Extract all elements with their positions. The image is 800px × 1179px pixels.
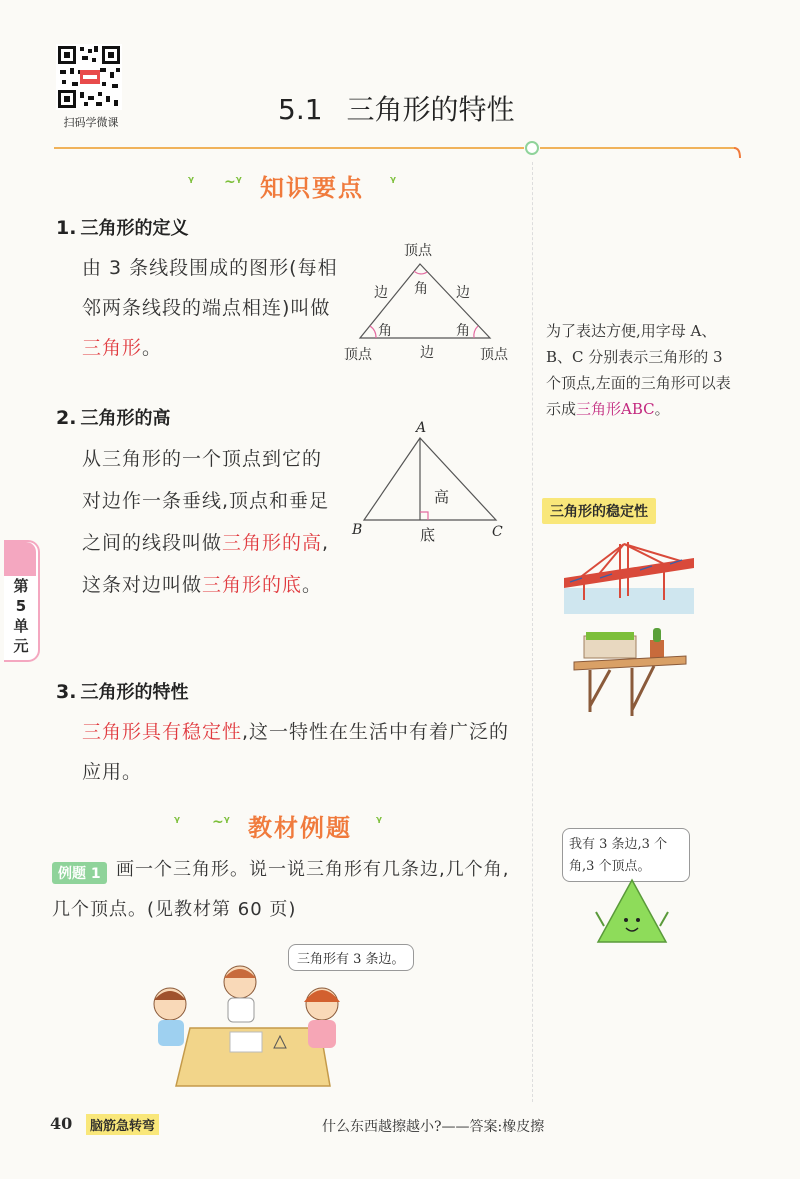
item1-highlight: 三角形 — [82, 337, 143, 359]
examples-banner-title: 教材例题 — [248, 814, 352, 842]
unit-tab — [4, 540, 40, 662]
triangle-speech-bubble — [562, 828, 690, 882]
vertex-c-label: C — [492, 524, 503, 540]
notation-note-body: 为了表达方便,用字母 A、B、C 分别表示三角形的 3 个顶点,左面的三角形可以表示成 — [546, 322, 731, 418]
column-divider — [532, 162, 533, 1102]
unit-tab-line3: 单 — [13, 617, 29, 635]
kids-speech-text: 三角形有 3 条边。 — [297, 952, 405, 967]
children-drawing-icon — [140, 960, 460, 1090]
edge-left-label: 边 — [374, 285, 388, 301]
item2-highlight: 三角形的高 — [222, 532, 323, 554]
section-title: 三角形的特性 — [346, 93, 515, 126]
unit-tab-line1: 第 — [13, 577, 29, 595]
vertex-top-label: 顶点 — [404, 243, 432, 259]
qr-caption: 扫码学微课 — [63, 116, 119, 129]
bridge-icon — [564, 538, 694, 614]
item2-number: 2. — [56, 407, 77, 429]
item2-highlight2: 三角形的底 — [202, 574, 303, 596]
item3-highlight: 三角形具有稳定性 — [82, 721, 243, 743]
sprout-icon: ~ᵞ — [224, 174, 242, 190]
item2-end: 。 — [302, 574, 323, 596]
knowledge-banner — [180, 168, 420, 202]
notation-note-highlight: 三角形ABC — [576, 400, 655, 418]
angle-top-label: 角 — [414, 281, 428, 297]
brain-teaser-label: 脑筋急转弯 — [86, 1114, 159, 1135]
vertex-left-label: 顶点 — [344, 347, 372, 363]
item2-body: 从三角形的一个顶点到它的对边作一条垂线,顶点和垂足之间的线段叫做 — [82, 448, 330, 554]
example1 — [52, 858, 522, 938]
item1-end: 。 — [142, 337, 163, 359]
notation-note-end: 。 — [654, 400, 670, 418]
angle-left-label: 角 — [378, 323, 392, 339]
unit-tab-text — [8, 576, 34, 656]
item3-text — [82, 712, 522, 792]
wall-shelf-icon — [570, 626, 690, 722]
vertex-a-label: A — [416, 420, 427, 436]
unit-tab-line2: 5 — [15, 597, 27, 615]
knowledge-banner-title: 知识要点 — [260, 174, 364, 202]
base-label: 底 — [420, 526, 436, 544]
section-heading — [278, 88, 515, 128]
stability-tag: 三角形的稳定性 — [542, 498, 656, 524]
item1-title: 三角形的定义 — [80, 218, 189, 239]
item1-text — [82, 248, 338, 368]
example1-tag: 例题 1 — [52, 862, 107, 884]
height-label: 高 — [434, 488, 450, 506]
header-rule — [54, 140, 744, 164]
item3-title: 三角形的特性 — [80, 682, 189, 703]
item3-heading — [56, 678, 188, 704]
unit-tab-accent — [4, 542, 36, 576]
sprout-icon: ᵞ — [174, 814, 181, 830]
item3-number: 3. — [56, 681, 77, 703]
page-number: 40 — [50, 1114, 73, 1133]
examples-banner — [172, 808, 412, 842]
triangle-speech-text: 我有 3 条边,3 个角,3 个顶点。 — [569, 837, 668, 874]
item1-heading — [56, 214, 188, 240]
unit-tab-line4: 元 — [13, 637, 29, 655]
sprout-icon: ᵞ — [390, 174, 397, 190]
triangle-parts-diagram — [340, 238, 520, 368]
vertex-b-label: B — [352, 522, 363, 538]
sprout-icon: ᵞ — [376, 814, 383, 830]
item2-title: 三角形的高 — [80, 408, 171, 429]
qr-code-icon — [56, 44, 122, 110]
item1-body: 由 3 条线段围成的图形(每相邻两条线段的端点相连)叫做 — [82, 257, 338, 319]
kids-illustration — [140, 940, 460, 1090]
triangle-character-icon — [594, 876, 674, 952]
item1-number: 1. — [56, 217, 77, 239]
sprout-icon: ~ᵞ — [212, 814, 230, 830]
item3-body: ,这一特性在生活中有着广泛的应用。 — [82, 721, 510, 783]
section-number: 5.1 — [278, 93, 323, 126]
vertex-right-label: 顶点 — [480, 347, 508, 363]
qr-code[interactable] — [56, 44, 122, 110]
edge-right-label: 边 — [456, 285, 470, 301]
angle-right-label: 角 — [456, 323, 470, 339]
item2-text — [82, 438, 332, 606]
triangle-height-diagram — [348, 420, 518, 550]
sprout-icon: ᵞ — [188, 174, 195, 190]
item2-middle: ,这条对边叫做 — [82, 532, 330, 596]
riddle-text: 什么东西越擦越小?——答案:橡皮擦 — [322, 1119, 545, 1135]
example1-text: 画一个三角形。说一说三角形有几条边,几个角,几个顶点。(见教材第 60 页) — [52, 859, 510, 920]
edge-bottom-label: 边 — [420, 345, 434, 361]
item2-heading — [56, 404, 170, 430]
notation-note — [546, 318, 732, 422]
